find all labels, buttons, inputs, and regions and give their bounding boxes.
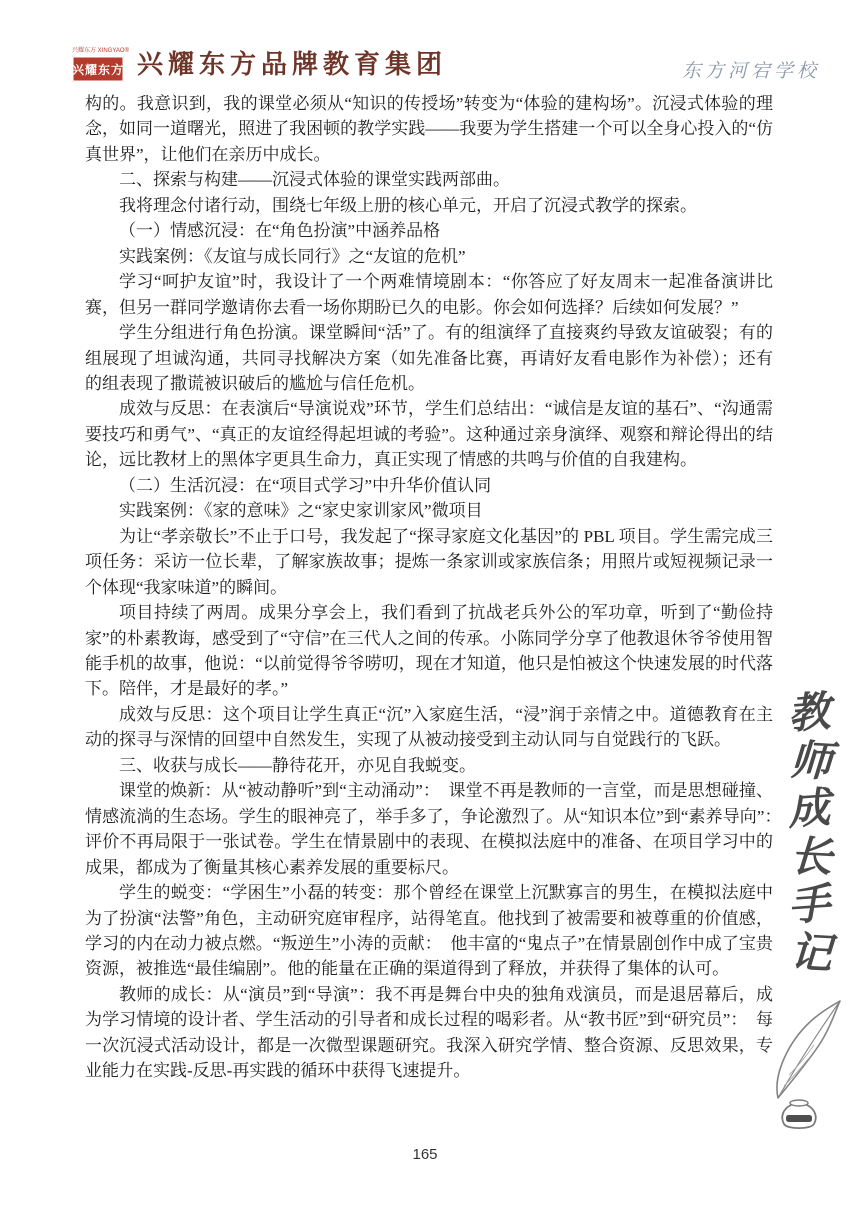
calligraphy-char: 手	[786, 881, 832, 931]
paragraph: 实践案例：《友谊与成长同行》之“友谊的危机”	[119, 246, 466, 266]
paragraph: 三、收获与成长——静待花开，亦见自我蜕变。	[119, 755, 476, 775]
paragraph: （一）情感沉浸：在“角色扮演”中涵养品格	[119, 221, 441, 241]
calligraphy-char: 师	[788, 738, 834, 787]
paragraph: 二、探索与构建——沉浸式体验的课堂实践两部曲。	[119, 170, 510, 190]
paragraph: 我将理念付诸行动，围绕七年级上册的核心单元，开启了沉浸式教学的探索。	[119, 195, 697, 215]
paragraph: 学生分组进行角色扮演。课堂瞬间“活”了。有的组演绎了直接爽约导致友谊破裂；有的组展现了坦诚沟通，共同寻找解决方案（如先准备比赛，再请好友看电影作为补偿）；还有的组表现了撒谎被识破后的尴尬与信任危机。	[85, 323, 773, 393]
brand-seal-icon	[72, 48, 128, 82]
paragraph: （二）生活沉浸：在“项目式学习”中升华价值认同	[119, 475, 492, 495]
paragraph: 课堂的焕新：从“被动静听”到“主动涌动”： 课堂不再是教师的一言堂，而是思想碰撞、情感流淌的生态场。学生的眼神亮了，举手多了，争论激烈了。从“知识本位”到“素养导向”： 评价不再局限于一张试卷。学生在情景剧中的表现、在模拟法庭中的准备、在项目学习中的成果，都成为了衡量其核心素养发展的重要标尺。	[85, 781, 790, 877]
calligraphy-title	[776, 690, 842, 978]
paragraph: 项目持续了两周。成果分享会上，我们看到了抗战老兵外公的军功章，听到了“勤俭持家”的朴素教诲，感受到了“守信”在三代人之间的传承。小陈同学分享了他教退休爷爷使用智能手机的故事，他说：“以前觉得爷爷唠叨，现在才知道，他只是怕被这个快速发展的时代落下。陪伴，才是最好的孝。”	[85, 603, 773, 699]
paragraph: 成效与反思：这个项目让学生真正“沉”入家庭生活，“浸”润于亲情之中。道德教育在主动的探寻与深情的回望中自然发生，实现了从被动接受到主动认同与自觉践行的飞跃。	[85, 704, 773, 750]
registered-mark: ®	[124, 48, 129, 54]
brand-logo	[72, 48, 447, 82]
calligraphy-char: 教	[786, 689, 832, 739]
paragraph: 学习“呵护友谊”时，我设计了一个两难情境剧本：“你答应了好友周末一起准备演讲比赛，但另一群同学邀请你去看一场你期盼已久的电影。你会如何选择？后续如何发展？”	[85, 272, 773, 317]
paragraph: 实践案例：《家的意味》之“家史家训家风”微项目	[119, 501, 483, 521]
org-name: 兴耀东方品牌教育集团	[137, 50, 448, 79]
document-body	[85, 91, 790, 1084]
paragraph: 为让“孝亲敬长”不止于口号，我发起了“探寻家庭文化基因”的 PBL 项目。学生需完成三项任务：采访一位长辈，了解家族故事；提炼一条家训或家族信条；用照片或短视频记录一个体现“我家味道”的瞬间。	[85, 526, 773, 597]
school-name: 东方河宕学校	[681, 61, 820, 82]
page-number: 165	[412, 1146, 438, 1163]
calligraphy-char: 成	[786, 785, 832, 835]
calligraphy-char: 记	[788, 930, 834, 979]
calligraphy-char: 长	[788, 834, 834, 883]
quill-ink-icon	[754, 998, 848, 1136]
paragraph: 构的。我意识到，我的课堂必须从“知识的传授场”转变为“体验的建构场”。沉浸式体验的理念，如同一道曙光，照进了我困顿的教学实践——我要为学生搭建一个可以全身心投入的“仿真世界”，让他们在亲历中成长。	[85, 94, 773, 164]
paragraph: 教师的成长：从“演员”到“导演”：我不再是舞台中央的独角戏演员，而是退居幕后，成为学习情境的设计者、学生活动的引导者和成长过程的喝彩者。从“教书匠”到“研究员”： 每一次沉浸式活动设计，都是一次微型课题研究。我深入研究学情、整合资源、反思效果，专业能力在实践-反思-再实践的循环中获得飞速提升。	[85, 984, 773, 1081]
paragraph: 成效与反思：在表演后“导演说戏”环节，学生们总结出：“诚信是友谊的基石”、“沟通需要技巧和勇气”、“真正的友谊经得起坦诚的考验”。这种通过亲身演绎、观察和辩论得出的结论，远比教材上的黑体字更具生命力，真正实现了情感的共鸣与价值的自我建构。	[85, 399, 773, 470]
paragraph: 学生的蜕变：“学困生”小磊的转变：那个曾经在课堂上沉默寡言的男生，在模拟法庭中为了扮演“法警”角色，主动研究庭审程序，站得笔直。他找到了被需要和被尊重的价值感，学习的内在动力被点燃。“叛逆生”小涛的贡献： 他丰富的“鬼点子”在情景剧创作中成了宝贵资源，被推选“最佳编剧”。他的能量在正确的渠道得到了释放，并获得了集体的认可。	[85, 883, 773, 979]
seal-caption: 兴耀东方 XINGYAO®	[72, 48, 129, 54]
seal-stamp: 兴耀东方	[72, 56, 124, 82]
